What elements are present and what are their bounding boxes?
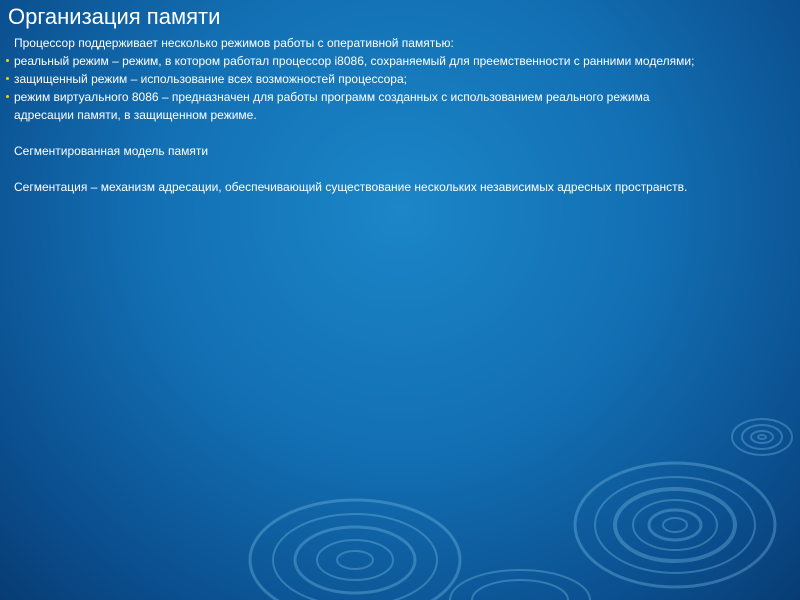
bullet-real-mode: [6, 52, 780, 70]
segmentation-definition: Сегментация – механизм адресации, обеспечивающий существование нескольких независимых адресных пространств.: [14, 180, 688, 194]
spacer: [6, 124, 780, 142]
bullet-protected-mode: [6, 70, 780, 88]
intro-text: Процессор поддерживает несколько режимов работы с оперативной памятью:: [14, 36, 454, 50]
bullet-virtual-mode: [6, 88, 780, 106]
bullet-real-mode-text: реальный режим – режим, в котором работал процессор i8086, сохраняемый для преемственности с ранними моделями;: [14, 54, 695, 68]
bullet-icon: [6, 77, 9, 80]
segmented-model-heading: Сегментированная модель памяти: [14, 144, 209, 158]
spacer: [6, 160, 780, 178]
slide-title: Организация памяти: [8, 4, 221, 29]
bullet-icon: [6, 95, 9, 98]
bullet-virtual-mode-continuation: адресации памяти, в защищенном режиме.: [14, 108, 257, 122]
bullet-icon: [6, 59, 9, 62]
slide-body: [6, 34, 780, 196]
bullet-protected-mode-text: защищенный режим – использование всех возможностей процессора;: [14, 72, 407, 86]
bullet-virtual-mode-text: режим виртуального 8086 – предназначен для работы программ созданных с использованием реального режима: [14, 90, 650, 104]
